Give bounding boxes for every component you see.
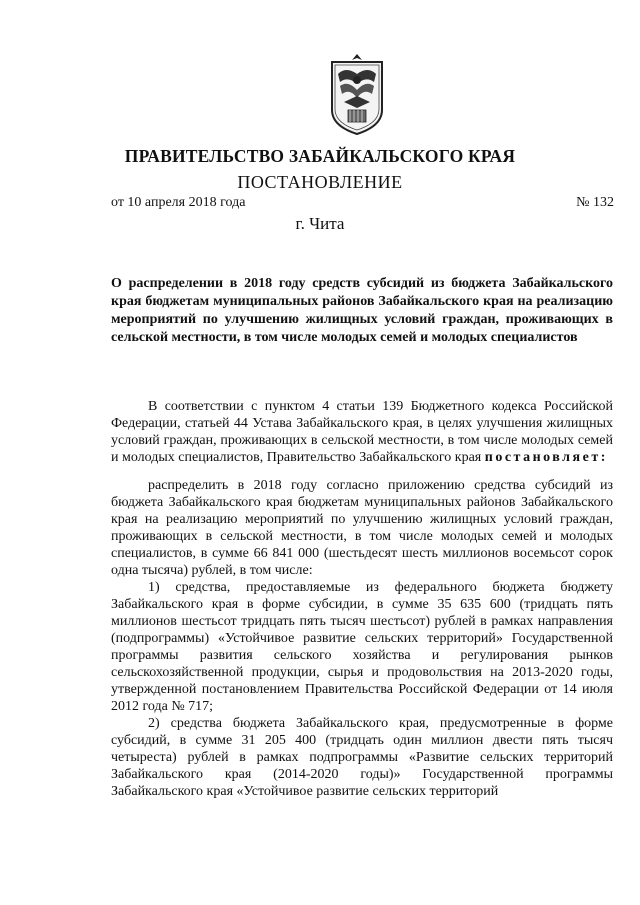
preamble-paragraph <box>111 398 613 466</box>
body-paragraph: распределить в 2018 году согласно приложению средства субсидий из бюджета Забайкальского края бюджетам муниципальных районов Забайкальского края на реализацию мероприятий по улучшению жилищных условий граждан, проживающих в сельской местности, в том числе молодых семей и молодых специалистов, в сумме 66 841 000 (шестьдесят шесть миллионов восемьсот сорок одна тысяча) рублей, в том числе: <box>111 478 613 578</box>
document-date: от 10 апреля 2018 года <box>111 195 246 210</box>
document-body <box>111 398 613 800</box>
body-paragraph: 1) средства, предоставляемые из федерального бюджета бюджету Забайкальского края в форме субсидии, в сумме 35 635 600 (тридцать пять миллионов шестьсот тридцать пять тысяч шестьсот) рублей в рамках направления (подпрограммы) «Устойчивое развитие сельских территорий» Государственной программы развития сельского хозяйства и регулирования рынков сельскохозяйственной продукции, сырья и продовольствия на 2013-2020 годы, утвержденной постановлением Правительства Российской Федерации от 14 июля 2012 года № 717; <box>111 580 613 714</box>
document-number: № 132 <box>576 195 614 210</box>
decree-word: постановляет: <box>484 450 608 465</box>
body-paragraph: 2) средства бюджета Забайкальского края, предусмотренные в форме субсидий, в сумме 31 205 400 (тридцать один миллион двести пять тысяч четыреста) рублей в рамках подпрограммы «Развитие сельских территорий Забайкальского края (2014-2020 годы)» Государственной программы Забайкальского края «Устойчивое развитие сельских территорий <box>111 716 613 799</box>
preamble-text: В соответствии с пунктом 4 статьи 139 Бюджетного кодекса Российской Федерации, статьей 44 Устава Забайкальского края, в целях улучшения жилищных условий граждан, проживающих в сельской местности, в том числе молодых семей и молодых специалистов, Правительство Забайкальского края <box>111 399 613 465</box>
government-name: ПРАВИТЕЛЬСТВО ЗАБАЙКАЛЬСКОГО КРАЯ <box>124 146 516 166</box>
document-city: г. Чита <box>295 214 345 233</box>
coat-of-arms-emblem <box>326 52 388 136</box>
document-type: ПОСТАНОВЛЕНИЕ <box>237 172 403 192</box>
document-title: О распределении в 2018 году средств субсидий из бюджета Забайкальского края бюджетам муниципальных районов Забайкальского края на реализацию мероприятий по улучшению жилищных условий граждан, проживающих в сельской местности, в том числе молодых семей и молодых специалистов <box>111 276 613 345</box>
